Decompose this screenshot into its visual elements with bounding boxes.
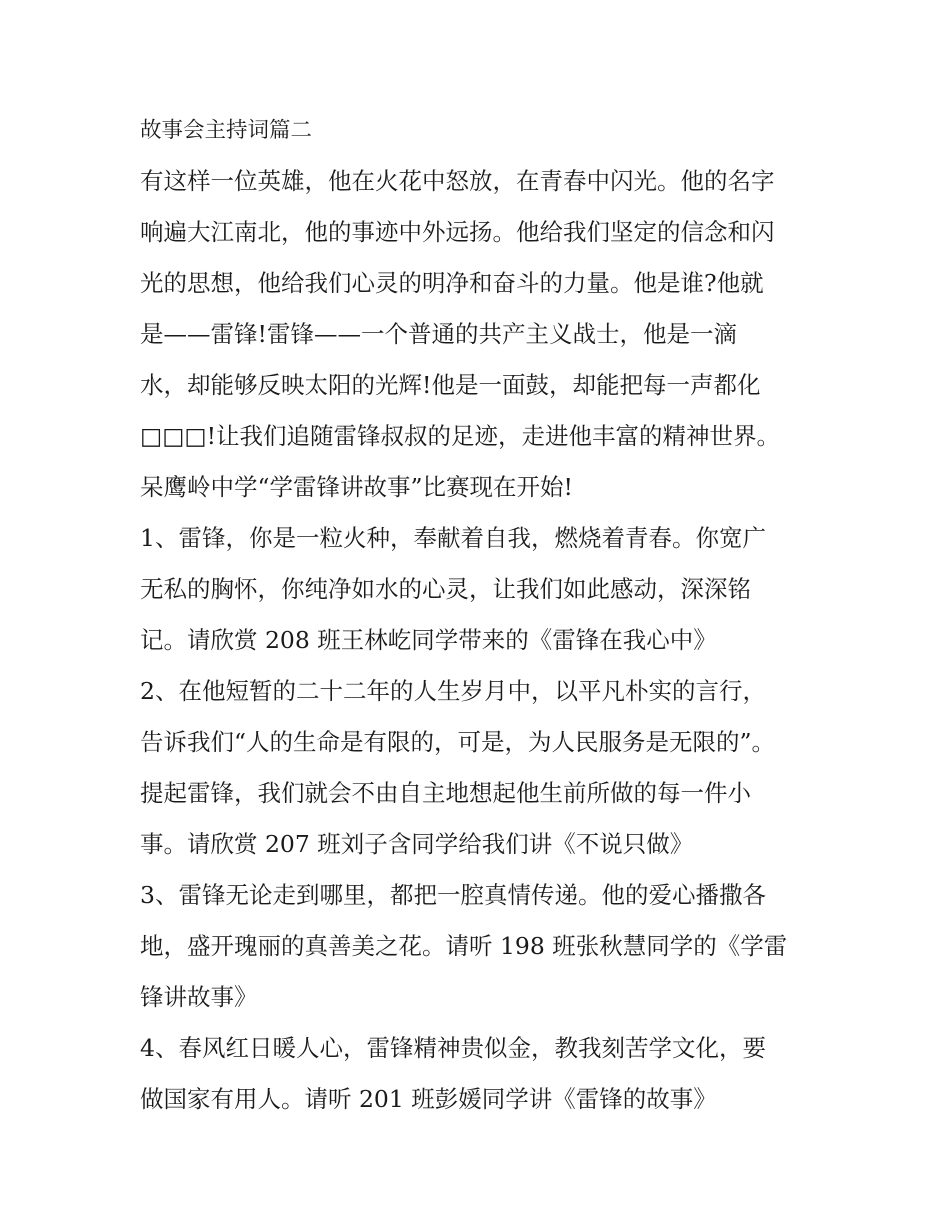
- text-line: 事。请欣赏 207 班刘子含同学给我们讲《不说只做》: [140, 830, 694, 858]
- text-line: 地，盛开瑰丽的真善美之花。请听 198 班张秋慧同学的《学雷: [140, 932, 788, 960]
- text-line: 2、在他短暂的二十二年的人生岁月中，以平凡朴实的言行，: [140, 677, 766, 705]
- text-line: 告诉我们“人的生命是有限的，可是，为人民服务是无限的”。: [140, 728, 776, 756]
- text-line: 是——雷锋!雷锋——一个普通的共产主义战士，他是一滴: [140, 320, 737, 348]
- text-line: 做国家有用人。请听 201 班彭媛同学讲《雷锋的故事》: [140, 1085, 717, 1113]
- text-line: 呆鹰岭中学“学雷锋讲故事”比赛现在开始!: [140, 473, 573, 501]
- text-line: 水，却能够反映太阳的光辉!他是一面鼓，却能把每一声都化: [140, 371, 761, 399]
- text-line: 响遍大江南北，他的事迹中外远扬。他给我们坚定的信念和闪: [140, 218, 775, 246]
- text-line: 4、春风红日暖人心，雷锋精神贵似金，教我刻苦学文化，要: [140, 1034, 766, 1062]
- text-line: □□□!让我们追随雷锋叔叔的足迹，走进他丰富的精神世界。: [140, 422, 781, 450]
- text-line: 光的思想，他给我们心灵的明净和奋斗的力量。他是谁?他就: [140, 269, 764, 297]
- document-title: 故事会主持词篇二: [140, 118, 313, 143]
- text-line: 1、雷锋，你是一粒火种，奉献着自我，燃烧着青春。你宽广: [140, 524, 766, 552]
- text-line: 无私的胸怀，你纯净如水的心灵，让我们如此感动，深深铭: [140, 575, 751, 603]
- text-line: 3、雷锋无论走到哪里，都把一腔真情传递。他的爱心播撒各: [140, 881, 766, 909]
- text-line: 提起雷锋，我们就会不由自主地想起他生前所做的每一件小: [140, 779, 751, 807]
- text-line: 记。请欣赏 208 班王林屹同学带来的《雷锋在我心中》: [140, 626, 717, 654]
- text-line: 有这样一位英雄，他在火花中怒放，在青春中闪光。他的名字: [140, 167, 775, 195]
- text-line: 锋讲故事》: [140, 983, 258, 1011]
